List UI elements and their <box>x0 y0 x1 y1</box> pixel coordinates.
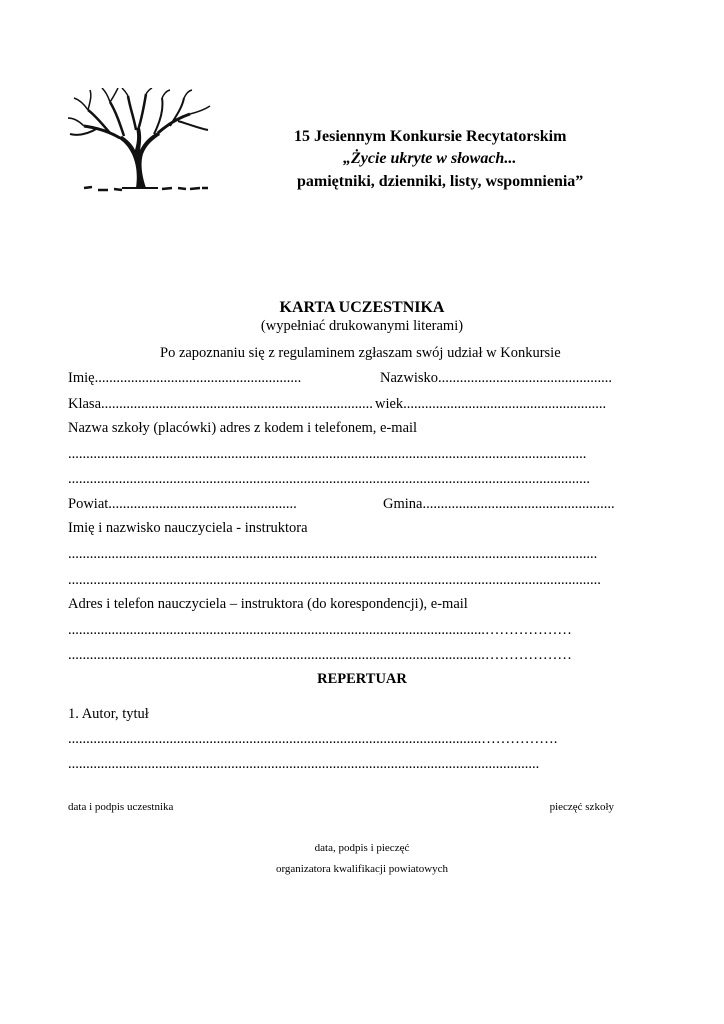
organizer-name-label: organizatora kwalifikacji powiatowych <box>275 863 449 875</box>
contest-title: 15 Jesiennym Konkursie Recytatorskim <box>294 128 567 145</box>
class-field[interactable]: Klasa........................................................................... <box>68 396 373 412</box>
teacher-label: Imię i nazwisko nauczyciela - instruktora <box>68 520 308 536</box>
form-title: KARTA UCZESTNIKA <box>279 299 445 316</box>
tree-logo-icon <box>66 88 212 196</box>
address-line-1[interactable]: ...................................................................................................................……………… <box>68 622 572 638</box>
last-name-field[interactable]: Nazwisko................................................ <box>380 370 612 386</box>
form-subtitle: (wypełniać drukowanymi literami) <box>260 318 464 334</box>
repertoire-title: REPERTUAR <box>317 671 407 687</box>
school-label: Nazwa szkoły (placówki) adres z kodem i telefonem, e-mail <box>68 420 418 436</box>
district-field[interactable]: Powiat.................................................... <box>68 496 297 512</box>
school-line-1[interactable]: ............................................................................................................................................... <box>68 446 587 462</box>
contest-subtitle: pamiętniki, dzienniki, listy, wspomnienia” <box>297 173 584 190</box>
participant-signature-label: data i podpis uczestnika <box>68 801 174 813</box>
author-line-1[interactable]: ..................................................................................................................……………. <box>68 731 558 747</box>
teacher-line-1[interactable]: .................................................................................................................................................. <box>68 546 598 562</box>
age-field[interactable]: wiek........................................................ <box>375 396 607 412</box>
address-label: Adres i telefon nauczyciela – instruktora (do korespondencji), e-mail <box>68 596 468 612</box>
author-line-2[interactable]: .................................................................................................................................. <box>68 756 540 772</box>
commune-field[interactable]: Gmina..................................................... <box>383 496 615 512</box>
first-name-field[interactable]: Imię......................................................... <box>68 370 302 386</box>
teacher-line-2[interactable]: ................................................................................................................................................... <box>68 572 601 588</box>
intro-text: Po zapoznaniu się z regulaminem zgłaszam swój udział w Konkursie <box>160 345 561 361</box>
school-stamp-label: pieczęć szkoły <box>549 801 614 813</box>
address-line-2[interactable]: ...................................................................................................................……………… <box>68 647 572 663</box>
contest-theme: „Życie ukryte w słowach... <box>343 150 517 167</box>
organizer-signature-label: data, podpis i pieczęć <box>314 842 410 854</box>
author-label: 1. Autor, tytuł <box>68 706 149 722</box>
school-line-2[interactable]: ................................................................................................................................................ <box>68 471 590 487</box>
